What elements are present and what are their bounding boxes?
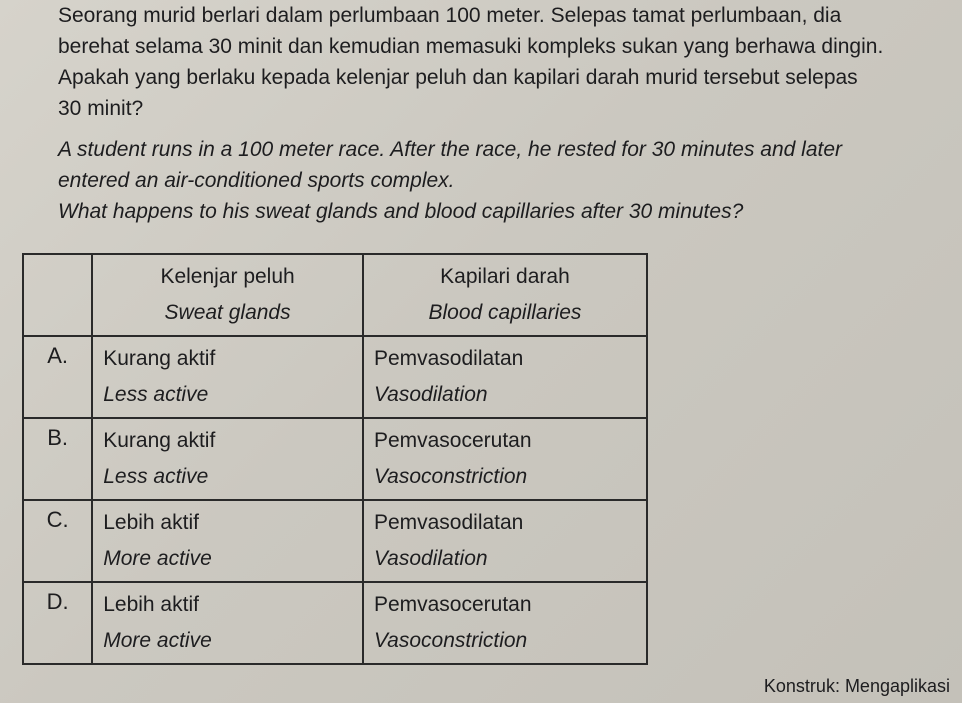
sweat-en: Less active (103, 465, 209, 488)
sweat-en: More active (103, 629, 212, 652)
capillary-en: Vasoconstriction (373, 629, 528, 652)
sweat-ms: Lebih aktif (103, 511, 199, 534)
question-malay-line-2: berehat selama 30 minit dan kemudian memasuki kompleks sukan yang berhawa dingin. (58, 35, 884, 58)
question-malay-line-4: 30 minit? (58, 97, 144, 120)
sweat-glands-cell (92, 418, 363, 500)
question-malay-line-1: Seorang murid berlari dalam perlumbaan 100 meter. Selepas tamat perlumbaan, dia (58, 4, 842, 27)
construct-label: Konstruk: Mengaplikasi (763, 676, 950, 696)
question-text (58, 0, 918, 227)
header-option-cell (23, 254, 92, 336)
question-gap (58, 124, 918, 134)
question-english-line-1: A student runs in a 100 meter race. After the race, he rested for 30 minutes and later (58, 138, 843, 161)
header-blood-capillaries (363, 254, 647, 336)
sweat-glands-cell (92, 500, 363, 582)
option-label-cell (23, 500, 92, 582)
option-label-cell (23, 418, 92, 500)
option-label: B. (47, 425, 68, 450)
sweat-ms: Kurang aktif (103, 429, 216, 452)
table-row-option-a[interactable] (23, 336, 647, 418)
sweat-ms: Lebih aktif (103, 593, 199, 616)
header-capillary-ms: Kapilari darah (440, 265, 570, 288)
capillary-en: Vasoconstriction (373, 465, 528, 488)
table-row-option-c[interactable] (23, 500, 647, 582)
capillary-ms: Pemvasodilatan (373, 347, 524, 370)
option-label: C. (46, 507, 69, 532)
header-sweat-ms: Kelenjar peluh (160, 265, 295, 288)
option-label: A. (47, 343, 68, 368)
capillaries-cell (363, 336, 647, 418)
capillaries-cell (363, 500, 647, 582)
sweat-glands-cell (92, 582, 363, 664)
sweat-en: Less active (103, 383, 209, 406)
header-sweat-glands (92, 254, 363, 336)
sweat-glands-cell (92, 336, 363, 418)
table-row-option-d[interactable] (23, 582, 647, 664)
capillary-ms: Pemvasocerutan (373, 429, 532, 452)
option-label-cell (23, 336, 92, 418)
table-row-option-b[interactable] (23, 418, 647, 500)
header-sweat-en: Sweat glands (164, 301, 291, 324)
question-malay-line-3: Apakah yang berlaku kepada kelenjar peluh dan kapilari darah murid tersebut selepas (58, 66, 858, 89)
sweat-ms: Kurang aktif (103, 347, 216, 370)
capillaries-cell (363, 418, 647, 500)
capillary-en: Vasodilation (373, 547, 488, 570)
table-header-row (23, 254, 647, 336)
answer-options-table (22, 253, 648, 665)
question-english-line-2: entered an air-conditioned sports complex. (58, 169, 455, 192)
option-label: D. (46, 589, 69, 614)
option-label-cell (23, 582, 92, 664)
capillaries-cell (363, 582, 647, 664)
capillary-ms: Pemvasocerutan (373, 593, 532, 616)
sweat-en: More active (103, 547, 212, 570)
capillary-en: Vasodilation (373, 383, 488, 406)
question-english-line-3: What happens to his sweat glands and blood capillaries after 30 minutes? (58, 200, 744, 223)
capillary-ms: Pemvasodilatan (373, 511, 524, 534)
header-capillary-en: Blood capillaries (428, 301, 582, 324)
